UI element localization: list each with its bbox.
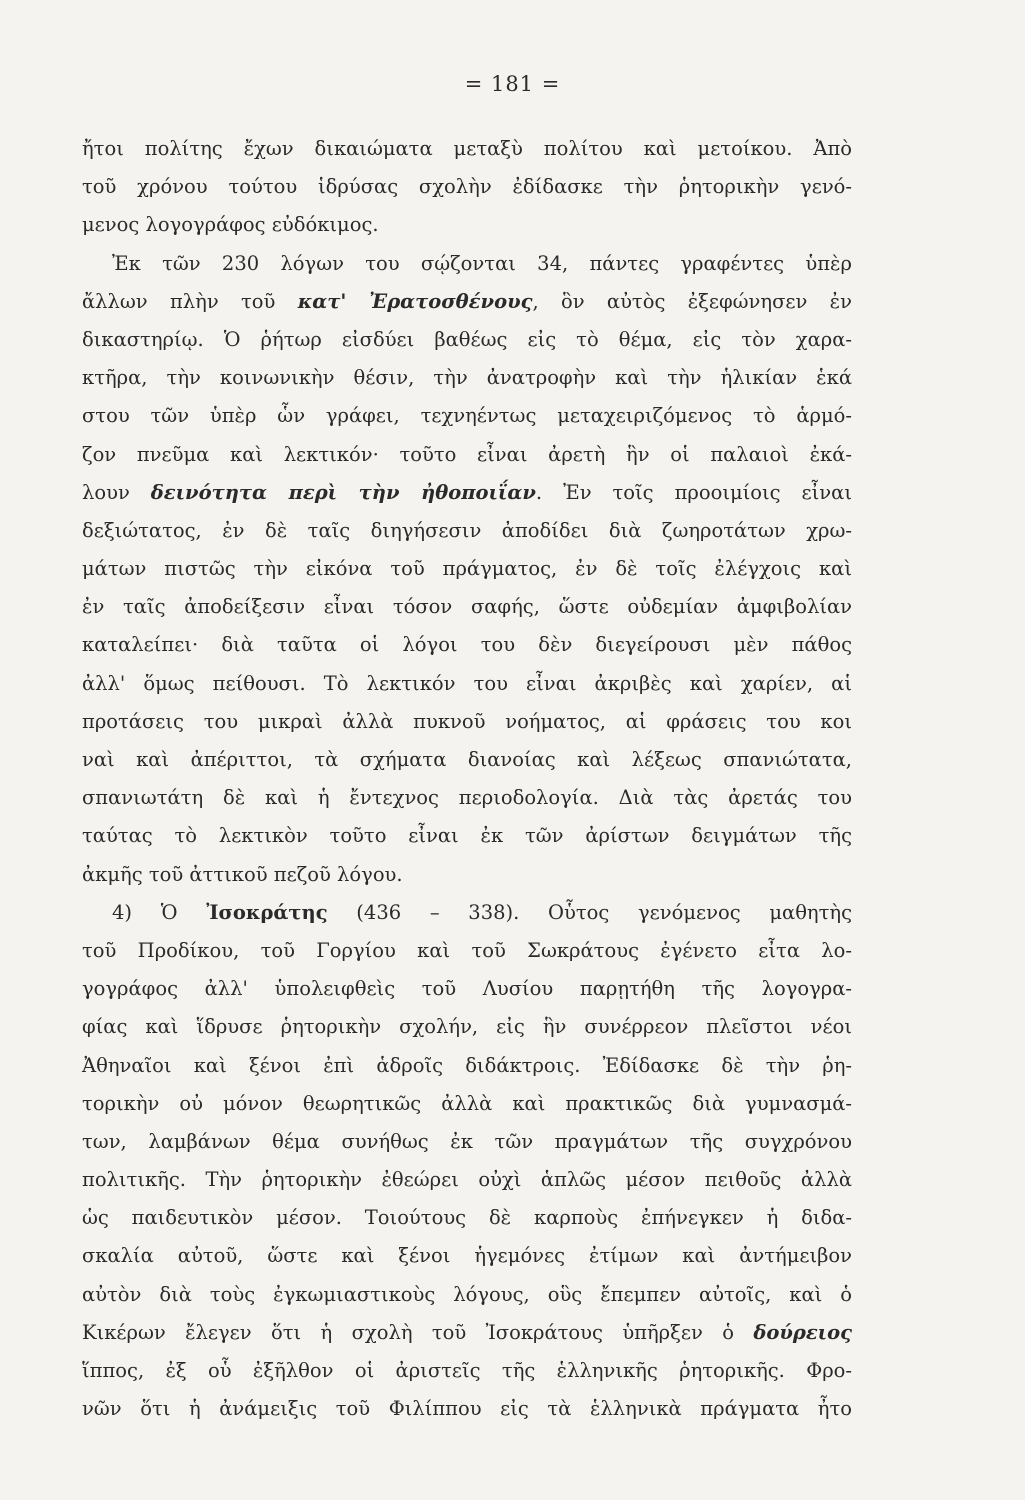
text-segment: καταλείπει· διὰ ταῦτα οἱ λόγοι του δὲν διεγείρουσι μὲν πάθος [82,633,852,657]
emphasis-text: δεινότητα περὶ τὴν ἠθοποιΐαν [150,480,536,504]
text-segment: Ἀθηναῖοι καὶ ξένοι ἐπὶ ἁδροῖς διδάκτροις. Ἐδίδασκε δὲ τὴν ῥη- [82,1053,852,1077]
text-segment: δικαστηρίῳ. Ὁ ῥήτωρ εἰσδύει βαθέως εἰς τὸ θέμα, εἰς τὸν χαρα- [82,327,852,351]
emphasis-text: Ἰσοκράτης [206,900,328,924]
text-segment: τοῦ χρόνου τούτου ἱδρύσας σχολὴν ἐδίδασκε τὴν ῥητορικὴν γενό- [82,175,852,199]
text-line [82,1390,852,1428]
text-segment: στου τῶν ὑπὲρ ὧν γράφει, τεχνηέντως μεταχειριζόμενος τὸ ἁρμό- [82,404,852,428]
text-line [82,856,852,894]
text-line [82,1276,852,1314]
text-segment: 4) Ὁ [112,900,207,924]
text-line [82,359,852,397]
text-line [82,1085,852,1123]
text-segment: ἀκμῆς τοῦ ἀττικοῦ πεζοῦ λόγου. [82,862,403,886]
emphasis-text: κατ' Ἐρατοσθένους [297,289,533,313]
text-line [82,1237,852,1275]
text-segment: τορικὴν οὐ μόνον θεωρητικῶς ἀλλὰ καὶ πρακτικῶς διὰ γυμνασμά- [82,1091,852,1115]
text-segment: ζον πνεῦμα καὶ λεκτικόν· τοῦτο εἶναι ἀρετὴ ἣν οἱ παλαιοὶ ἐκά- [82,442,852,466]
text-segment: φίας καὶ ἵδρυσε ῥητορικὴν σχολήν, εἰς ἣν συνέρρεον πλεῖστοι νέοι [82,1015,852,1039]
text-line [82,130,852,168]
text-line [82,932,852,970]
text-segment: ἀλλ' ὅμως πείθουσι. Τὸ λεκτικόν του εἶναι ἀκριβὲς καὶ χαρίεν, αἱ [82,671,852,695]
text-line [82,970,852,1008]
text-line [82,321,852,359]
text-line [82,512,852,550]
text-segment: μάτων πιστῶς τὴν εἰκόνα τοῦ πράγματος, ἐν δὲ τοῖς ἐλέγχοις καὶ [82,557,852,581]
body-text [82,130,852,1428]
text-line [82,588,852,626]
text-segment: νῶν ὅτι ἡ ἀνάμειξις τοῦ Φιλίππου εἰς τὰ ἑλληνικὰ πράγματα ἦτο [82,1397,852,1421]
emphasis-text: δούρειος [753,1320,852,1344]
text-line [82,1008,852,1046]
text-line [82,283,852,321]
text-segment: Ἐκ τῶν 230 λόγων του σῴζονται 34, πάντες γραφέντες ὑπὲρ [112,251,852,275]
text-line [82,1047,852,1085]
text-segment: ναὶ καὶ ἀπέριττοι, τὰ σχήματα διανοίας καὶ λέξεως σπανιώτατα, [82,748,852,771]
text-segment: ἵππος, ἐξ οὗ ἐξῆλθον οἱ ἀριστεῖς τῆς ἑλληνικῆς ῥητορικῆς. Φρο- [82,1359,852,1382]
text-line [82,1352,852,1390]
text-segment: ἤτοι πολίτης ἔχων δικαιώματα μεταξὺ πολίτου καὶ μετοίκου. Ἀπὸ [82,137,852,160]
text-line [82,474,852,512]
text-segment: , ὃν αὐτὸς ἐξεφώνησεν ἐν [532,289,852,313]
text-line [82,168,852,206]
text-segment: γογράφος ἀλλ' ὑπολειφθεὶς τοῦ Λυσίου παρῃτήθη τῆς λογογρα- [82,977,852,1001]
text-line [82,397,852,435]
text-segment: ταύτας τὸ λεκτικὸν τοῦτο εἶναι ἐκ τῶν ἀρίστων δειγμάτων τῆς [82,824,852,848]
text-line [82,779,852,817]
page-number-header: = 181 = [464,72,561,96]
text-segment: μενος λογογράφος εὐδόκιμος. [82,213,379,237]
text-segment: προτάσεις του μικραὶ ἀλλὰ πυκνοῦ νοήματος, αἱ φράσεις του κοι [82,709,852,733]
text-segment: κτῆρα, τὴν κοινωνικὴν θέσιν, τὴν ἀνατροφὴν καὶ τὴν ἡλικίαν ἑκά [82,366,852,390]
text-line [82,245,852,283]
text-segment: σπανιωτάτη δὲ καὶ ἡ ἔντεχνος περιοδολογία. Διὰ τὰς ἀρετάς του [82,786,852,810]
text-line [82,703,852,741]
text-line [82,206,852,244]
text-segment: πολιτικῆς. Τὴν ῥητορικὴν ἐθεώρει οὐχὶ ἁπλῶς μέσον πειθοῦς ἀλλὰ [82,1168,852,1192]
text-line [82,1123,852,1161]
text-segment: . Ἐν τοῖς προοιμίοις εἶναι [535,480,852,504]
text-segment: τοῦ Προδίκου, τοῦ Γοργίου καὶ τοῦ Σωκράτους ἐγένετο εἶτα λο- [82,938,852,962]
text-line [82,1161,852,1199]
text-segment: ἄλλων πλὴν τοῦ [82,289,298,313]
text-segment: σκαλία αὐτοῦ, ὥστε καὶ ξένοι ἡγεμόνες ἐτίμων καὶ ἀντήμειβον [82,1244,852,1268]
text-line [82,817,852,855]
text-line [82,665,852,703]
text-line [82,550,852,588]
text-line [82,436,852,474]
text-segment: ὡς παιδευτικὸν μέσον. Τοιούτους δὲ καρποὺς ἐπήνεγκεν ἡ διδα- [82,1206,852,1230]
text-segment: των, λαμβάνων θέμα συνήθως ἐκ τῶν πραγμάτων τῆς συγχρόνου [82,1129,852,1153]
text-line [82,1314,852,1352]
text-segment: Κικέρων ἔλεγεν ὅτι ἡ σχολὴ τοῦ Ἰσοκράτους ὑπῆρξεν ὁ [82,1320,754,1344]
text-line [82,626,852,664]
text-line [82,1199,852,1237]
text-line [82,741,852,779]
text-segment: δεξιώτατος, ἐν δὲ ταῖς διηγήσεσιν ἀποδίδει διὰ ζωηροτάτων χρω- [82,518,852,542]
text-segment: αὐτὸν διὰ τοὺς ἐγκωμιαστικοὺς λόγους, οὓς ἔπεμπεν αὐτοῖς, καὶ ὁ [82,1282,852,1306]
text-segment: ἐν ταῖς ἀποδείξεσιν εἶναι τόσον σαφής, ὥστε οὐδεμίαν ἀμφιβολίαν [82,595,852,619]
text-line [82,894,852,932]
text-segment: (436 – 338). Οὗτος γενόμενος μαθητὴς [327,900,853,924]
text-segment: λουν [82,480,151,504]
